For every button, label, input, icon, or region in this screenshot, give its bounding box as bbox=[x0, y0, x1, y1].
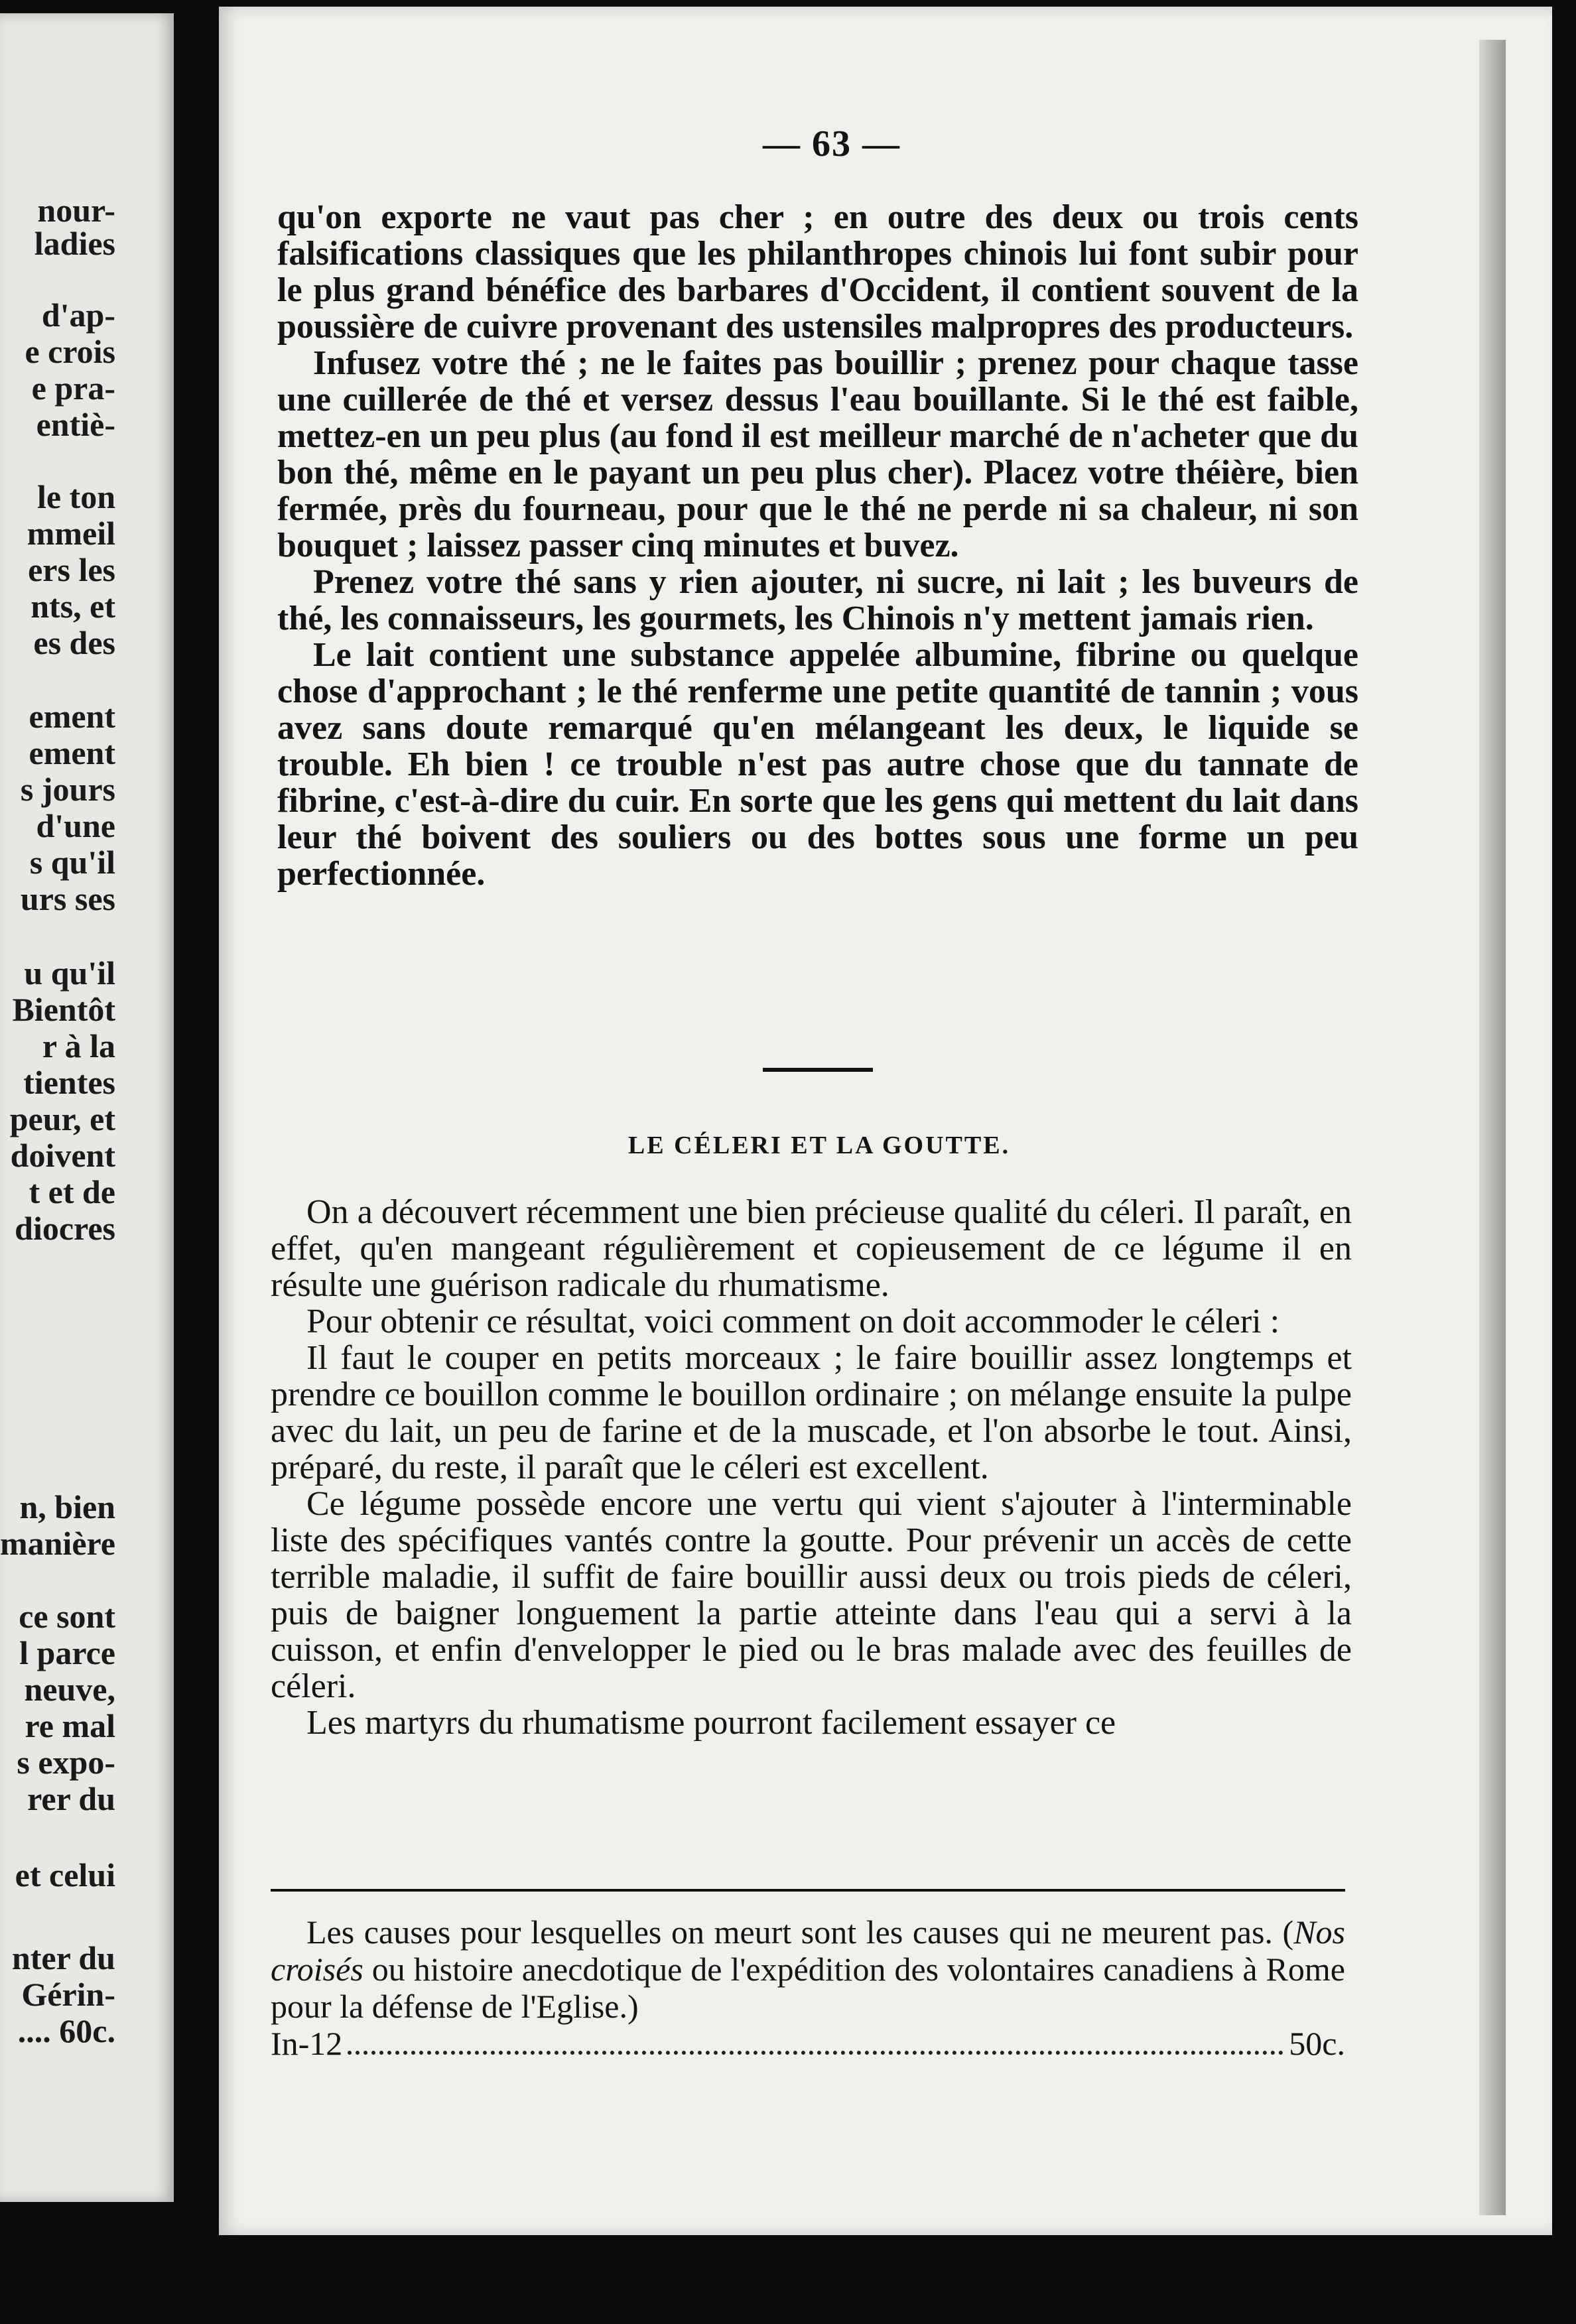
facing-page-line: Gérin- bbox=[21, 1976, 115, 2013]
book-price: 50c. bbox=[1289, 2025, 1345, 2062]
facing-page-line: neuve, bbox=[24, 1671, 115, 1708]
facing-page-line: es des bbox=[33, 624, 115, 661]
facing-page-line: doivent bbox=[10, 1137, 115, 1174]
facing-page-line: ce sont bbox=[19, 1598, 115, 1635]
facing-page-line: s expo- bbox=[17, 1744, 115, 1781]
facing-page-line: n, bien bbox=[19, 1488, 115, 1525]
paragraph: On a découvert récemment une bien précieuse qualité du céleri. Il paraît, en effet, qu'en mangeant régulièrement et copieusement de ce légume il en résulte une guérison radicale du rhumatisme. bbox=[271, 1193, 1352, 1304]
facing-page-line: et celui bbox=[15, 1856, 115, 1894]
facing-page-line: d'une bbox=[36, 807, 115, 844]
section-title: LE CÉLERI ET LA GOUTTE. bbox=[627, 1131, 1011, 1159]
facing-page-line: urs ses bbox=[20, 880, 115, 917]
facing-page-line: e pra- bbox=[31, 369, 115, 407]
facing-page-line: peur, et bbox=[9, 1100, 115, 1137]
facing-page-line: ers les bbox=[28, 551, 115, 588]
price-line bbox=[271, 2025, 1345, 2063]
facing-page-line: r à la bbox=[42, 1027, 115, 1065]
facing-page-line: d'ap- bbox=[41, 296, 115, 334]
book-format: In-12 bbox=[271, 2025, 343, 2062]
facing-page-line: e crois bbox=[25, 333, 115, 370]
facing-page-line: rer du bbox=[27, 1780, 115, 1817]
facing-page-line: tientes bbox=[23, 1064, 115, 1101]
paragraph: Prenez votre thé sans y rien ajouter, ni sucre, ni lait ; les buveurs de thé, les connaisseurs, les gourmets, les Chinois n'y mettent jamais rien. bbox=[277, 563, 1358, 637]
dot-leader bbox=[348, 2051, 1283, 2055]
paragraph: Le lait contient une substance appelée albumine, fibrine ou quelque chose d'approchant ; le thé renferme une petite quantité de tannin ; vous avez sans doute remarqué qu'en mélangeant les deux, le liquide se trouble. Eh bien ! ce trouble n'est pas autre chose que du tannate de fibrine, c'est-à-dire du cuir. En sorte que les gens qui mettent du lait dans leur thé boivent des souliers ou des bottes sous une forme un peu perfectionnée. bbox=[277, 636, 1358, 893]
facing-page-line: manière bbox=[0, 1525, 115, 1562]
facing-page-line: nter du bbox=[11, 1939, 115, 1976]
paragraph: Infusez votre thé ; ne le faites pas bouillir ; prenez pour chaque tasse une cuillerée de thé et versez dessus l'eau bouillante. Si le thé est faible, mettez-en un peu plus (au fond il est meilleur marché de n'acheter que du bon thé, même en le payant un peu plus cher). Placez votre théière, bien fermée, près du fourneau, pour que le thé ne perde ni sa chaleur, ni son bouquet ; laissez passer cinq minutes et buvez. bbox=[277, 344, 1358, 564]
paragraph: Les martyrs du rhumatisme pourront facilement essayer ce bbox=[306, 1704, 1116, 1742]
footer-text bbox=[271, 1913, 1345, 2025]
page-number: — 63 — bbox=[763, 123, 901, 164]
book-title: Nos croisés bbox=[271, 1913, 1345, 1988]
facing-page-line: s jours bbox=[20, 771, 115, 808]
facing-page-line: s qu'il bbox=[29, 844, 115, 881]
facing-page-line: l parce bbox=[19, 1634, 115, 1671]
left-page bbox=[0, 13, 174, 2202]
page-edge bbox=[1479, 40, 1506, 2215]
facing-page-line: nour- bbox=[37, 192, 115, 229]
facing-page-line: re mal bbox=[25, 1707, 115, 1744]
facing-page-line: ement bbox=[29, 698, 115, 735]
facing-page-line: ladies bbox=[34, 225, 115, 262]
facing-page-line: mmeil bbox=[27, 515, 115, 552]
facing-page-line: Bientôt bbox=[12, 991, 115, 1028]
footer-rule bbox=[271, 1889, 1345, 1892]
tea-text-block bbox=[277, 199, 1358, 892]
facing-page-line: nts, et bbox=[31, 588, 115, 625]
section-divider bbox=[763, 1068, 873, 1072]
footer-advertisement bbox=[271, 1913, 1345, 2063]
paragraph: Pour obtenir ce résultat, voici comment on doit accommoder le céleri : bbox=[306, 1303, 1280, 1340]
paragraph: Il faut le couper en petits morceaux ; le faire bouillir assez longtemps et prendre ce bouillon comme le bouillon ordinaire ; on mélange ensuite la pulpe avec du lait, un peu de farine et de la muscade, et l'on absorbe le tout. Ainsi, préparé, du reste, il paraît que le céleri est excellent. bbox=[271, 1339, 1352, 1486]
facing-page-line: le ton bbox=[36, 478, 115, 515]
facing-page-line: ement bbox=[29, 734, 115, 771]
facing-page-line: u qu'il bbox=[24, 954, 115, 992]
facing-page-line: diocres bbox=[15, 1210, 115, 1247]
facing-page-line: t et de bbox=[29, 1173, 115, 1210]
celery-text-block bbox=[271, 1194, 1352, 1741]
paragraph: qu'on exporte ne vaut pas cher ; en outre des deux ou trois cents falsifications classiques que les philanthropes chinois lui font subir pour le plus grand bénéfice des barbares d'Occident, il contient souvent de la poussière de cuivre provenant des ustensiles malpropres des producteurs. bbox=[277, 198, 1358, 346]
facing-page-line: .... 60c. bbox=[17, 2012, 115, 2049]
paragraph: Ce légume possède encore une vertu qui vient s'ajouter à l'interminable liste des spécifiques vantés contre la goutte. Pour prévenir un accès de cette terrible maladie, il suffit de faire bouillir aussi deux ou trois pieds de céleri, puis de baigner longuement la partie atteinte dans l'eau qui a servi à la cuisson, et enfin d'envelopper le pied ou le bras malade avec des feuilles de céleri. bbox=[271, 1485, 1352, 1705]
footer-text-part: Les causes pour lesquelles on meurt sont les causes qui ne meurent pas. ( bbox=[306, 1913, 1294, 1951]
footer-text-part: ou histoire anecdotique de l'expédition des volontaires canadiens à Rome pour la défense de l'Eglise.) bbox=[271, 1951, 1345, 2025]
facing-page-line: entiè- bbox=[36, 406, 115, 443]
